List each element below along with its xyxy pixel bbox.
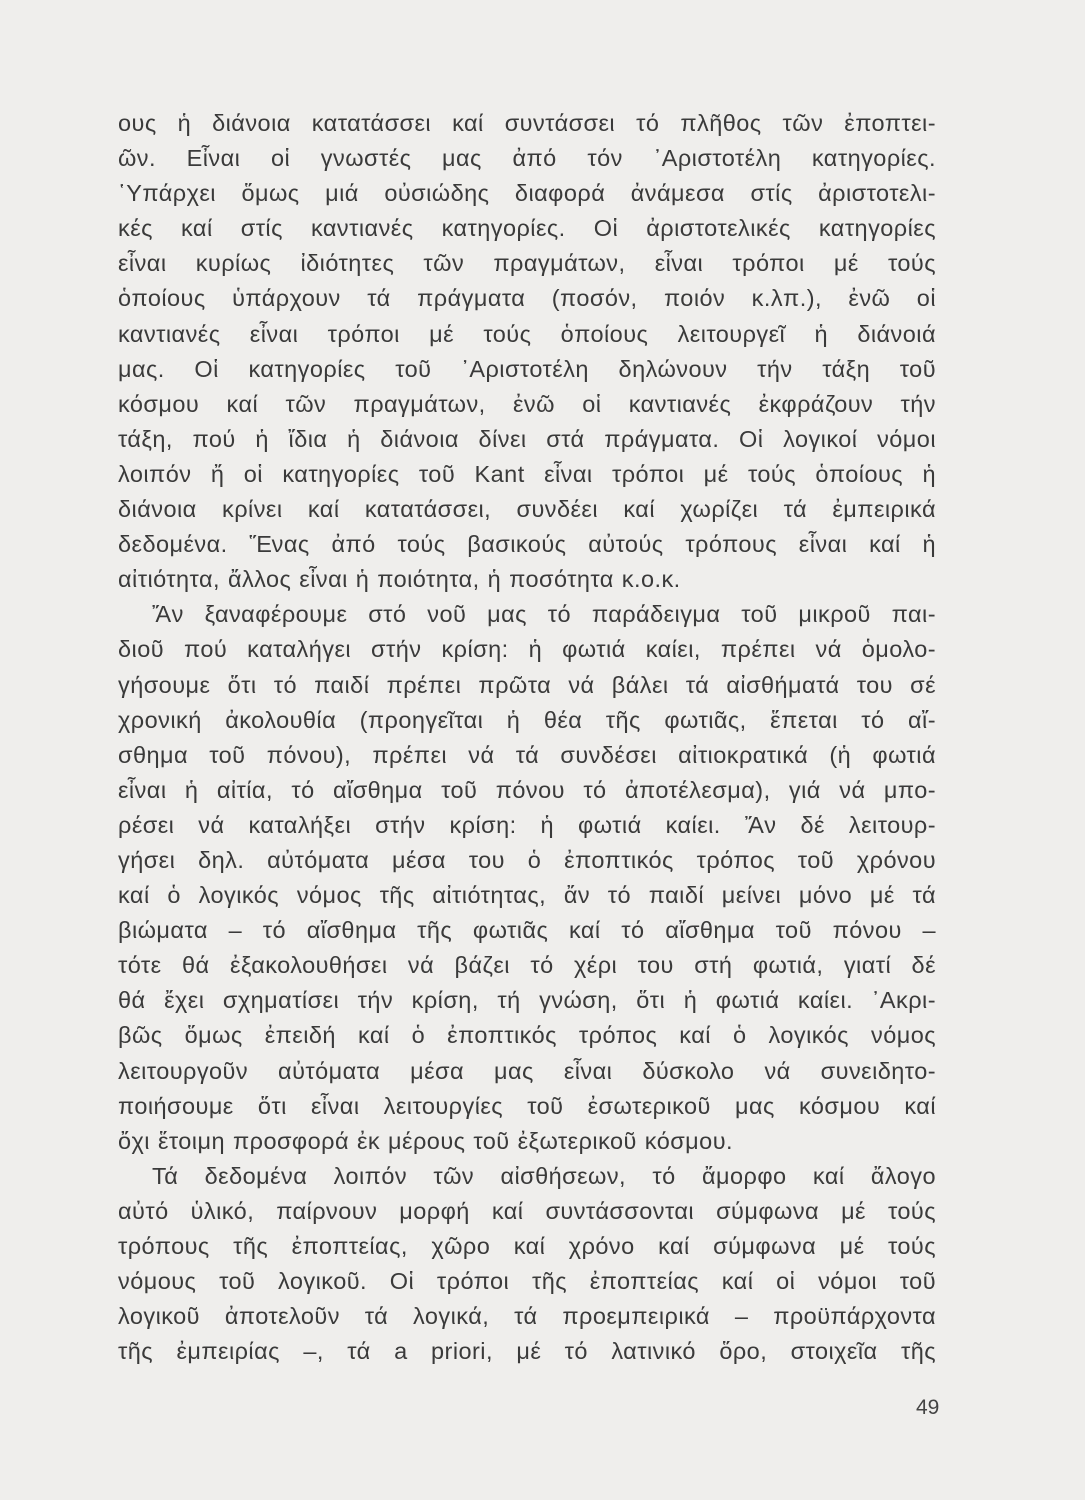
text-line: βῶς ὅμως ἐπειδή καί ὁ ἐποπτικός τρόπος καί ὁ λογικός νόμος — [118, 1022, 936, 1049]
text-line: ρέσει νά καταλήξει στήν κρίση: ἡ φωτιά καίει. Ἄν δέ λειτουρ- — [118, 811, 936, 838]
text-line: ὁποίους ὑπάρχουν τά πράγματα (ποσόν, ποιόν κ.λπ.), ἐνῶ οἱ — [118, 285, 936, 312]
text-line: ποιήσουμε ὅτι εἶναι λειτουργίες τοῦ ἐσωτερικοῦ μας κόσμου καί — [118, 1092, 936, 1119]
text-line: δεδομένα. Ἕνας ἀπό τούς βασικούς αὐτούς τρόπους εἶναι καί ἡ — [118, 531, 936, 558]
text-line: χρονική ἀκολουθία (προηγεῖται ἡ θέα τῆς φωτιᾶς, ἕπεται τό αἴ- — [118, 706, 936, 733]
text-line: γήσουμε ὅτι τό παιδί πρέπει πρῶτα νά βάλει τά αἰσθήματά του σέ — [118, 671, 936, 698]
text-line: λοιπόν ἤ οἱ κατηγορίες τοῦ Kant εἶναι τρόποι μέ τούς ὁποίους ἡ — [118, 460, 936, 487]
text-line: καί ὁ λογικός νόμος τῆς αἰτιότητας, ἄν τό παιδί μείνει μόνο μέ τά — [118, 882, 936, 909]
text-line: Τά δεδομένα λοιπόν τῶν αἰσθήσεων, τό ἄμορφο καί ἄλογο — [152, 1162, 936, 1189]
text-line: ῾Υπάρχει ὅμως μιά οὐσιώδης διαφορά ἀνάμεσα στίς ἀριστοτελι- — [118, 180, 936, 207]
text-line: σθημα τοῦ πόνου), πρέπει νά τά συνδέσει αἰτιοκρατικά (ἡ φωτιά — [118, 741, 936, 768]
text-line: τρόπους τῆς ἐποπτείας, χῶρο καί χρόνο καί σύμφωνα μέ τούς — [118, 1233, 936, 1259]
paragraph-1 — [118, 106, 936, 597]
text-line: μας. Οἱ κατηγορίες τοῦ ᾿Αριστοτέλη δηλώνουν τήν τάξη τοῦ — [118, 355, 936, 382]
text-line: λογικοῦ ἀποτελοῦν τά λογικά, τά προεμπειρικά – προϋπάρχοντα — [118, 1303, 936, 1330]
paragraph-2 — [118, 597, 936, 1159]
text-line: καντιανές εἶναι τρόποι μέ τούς ὁποίους λειτουργεῖ ἡ διάνοιά — [118, 320, 936, 347]
text-line: εἶναι ἡ αἰτία, τό αἴσθημα τοῦ πόνου τό ἀποτέλεσμα), γιά νά μπο- — [118, 776, 936, 803]
text-line: διάνοια κρίνει καί κατατάσσει, συνδέει καί χωρίζει τά ἐμπειρικά — [118, 496, 936, 523]
text-line: ὄχι ἕτοιμη προσφορά ἐκ μέρους τοῦ ἐξωτερικοῦ κόσμου. — [118, 1127, 733, 1154]
text-line: διοῦ πού καταλήγει στήν κρίση: ἡ φωτιά καίει, πρέπει νά ὁμολο- — [118, 636, 936, 663]
page-number: 49 — [916, 1396, 940, 1419]
text-line: αἰτιότητα, ἄλλος εἶναι ἡ ποιότητα, ἡ ποσότητα κ.ο.κ. — [118, 566, 681, 593]
text-line: Ἄν ξαναφέρουμε στό νοῦ μας τό παράδειγμα τοῦ μικροῦ παι- — [152, 601, 936, 628]
text-line: αὐτό ὑλικό, παίρνουν μορφή καί συντάσσονται σύμφωνα μέ τούς — [118, 1197, 936, 1224]
text-line: τότε θά ἐξακολουθήσει νά βάζει τό χέρι του στή φωτιά, γιατί δέ — [118, 952, 936, 979]
text-line: βιώματα – τό αἴσθημα τῆς φωτιᾶς καί τό αἴσθημα τοῦ πόνου – — [118, 917, 936, 944]
text-line: εἶναι κυρίως ἰδιότητες τῶν πραγμάτων, εἶναι τρόποι μέ τούς — [118, 250, 936, 277]
body-text — [118, 106, 936, 1369]
text-line: τάξη, πού ἡ ἴδια ἡ διάνοια δίνει στά πράγματα. Οἱ λογικοί νόμοι — [118, 425, 936, 452]
text-line: λειτουργοῦν αὐτόματα μέσα μας εἶναι δύσκολο νά συνειδητο- — [118, 1057, 936, 1084]
text-line: κόσμου καί τῶν πραγμάτων, ἐνῶ οἱ καντιανές ἐκφράζουν τήν — [118, 390, 936, 417]
text-line: γήσει δηλ. αὐτόματα μέσα του ὁ ἐποπτικός τρόπος τοῦ χρόνου — [118, 846, 936, 873]
text-line: νόμους τοῦ λογικοῦ. Οἱ τρόποι τῆς ἐποπτείας καί οἱ νόμοι τοῦ — [118, 1268, 936, 1295]
text-line: ῶν. Εἶναι οἱ γνωστές μας ἀπό τόν ᾿Αριστοτέλη κατηγορίες. — [118, 145, 936, 172]
paragraph-3 — [118, 1159, 936, 1370]
text-line: θά ἔχει σχηματίσει τήν κρίση, τή γνώση, ὅτι ἡ φωτιά καίει. ᾿Ακρι- — [118, 987, 936, 1014]
text-line: τῆς ἐμπειρίας –, τά a priori, μέ τό λατινικό ὅρο, στοιχεῖα τῆς — [118, 1338, 936, 1365]
text-line: ους ἡ διάνοια κατατάσσει καί συντάσσει τό πλῆθος τῶν ἐποπτει- — [118, 110, 936, 136]
text-line: κές καί στίς καντιανές κατηγορίες. Οἱ ἀριστοτελικές κατηγορίες — [118, 215, 936, 242]
